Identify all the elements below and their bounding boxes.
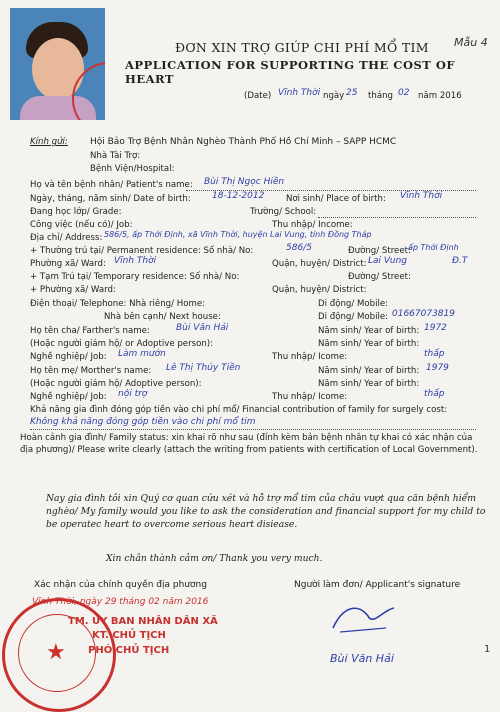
father-income-value: thấp [424,349,445,359]
request-paragraph: Nay gia đình tôi xin Quý cơ quan cứu xét và hỗ trợ mổ tim của cháu vượt qua căn bệnh hiểm nghèo/ My family would you like to ask the consideration and financial support for my child to be operatec heart to overcome serious heart disiease. [46,493,486,530]
province-value: Đ.T [452,256,468,266]
stamp-org1: TM. ỦY BAN NHÂN DÂN XÃ [68,616,218,627]
father-label: Họ tên cha/ Farther's name: [30,326,150,336]
mother-yob-label: Năm sinh/ Year of birth: [318,366,420,376]
ward-value: Vĩnh Thời [114,256,157,266]
pob-value: Vĩnh Thời [400,191,443,201]
page-number: 1 [484,644,491,655]
address-label: Địa chỉ/ Address: [30,233,103,243]
date-nam-label: năm 2016 [418,91,462,101]
mother-label: Họ tên mẹ/ Morther's name: [30,366,152,376]
seal-star-icon: ★ [46,640,66,665]
temporary-label: + Tạm Trú tại/ Temporary residence: Số nhà/ No: [30,272,240,282]
father-yob-value: 1972 [424,323,447,333]
father-job-value: Làm mướn [118,349,166,359]
applicant-name: Bùi Văn Hải [330,652,394,665]
applicant-signature-title: Người làm đơn/ Applicant's signature [294,580,461,590]
mother-value: Lê Thị Thúy Tiền [166,363,241,373]
kinh-gui-label: Kính gửi: [30,137,68,147]
district-label: Quận, huyện/ District: [272,259,367,269]
district-value: Lai Vung [368,256,408,266]
guardian2-yob-label: Năm sinh/ Year of birth: [318,379,420,389]
school-label: Trường/ School: [250,207,317,217]
father-job-label: Nghề nghiệp/ Job: [30,352,107,362]
family-status-paragraph: Hoàn cảnh gia đình/ Family status: xin khai rõ như sau (đính kèm bản bệnh nhân tự khai có xác nhận của địa phương)/ Please write clearly (attach the writing from patients with certification of Local Government). [20,433,478,455]
mother-income-label: Thu nhập/ Icome: [272,392,348,402]
father-value: Bùi Văn Hải [176,323,229,333]
patient-name-label: Họ và tên bệnh nhân/ Patient's name: [30,180,193,190]
grade-label: Đang học lớp/ Grade: [30,207,122,217]
mobile2-value: 01667073819 [392,309,455,319]
mother-job-label: Nghề nghiệp/ Job: [30,392,107,402]
street-label: Đường/ Street: [348,246,411,256]
date-thang-label: tháng [368,91,393,101]
dob-value: 18-12-2012 [212,191,265,201]
date-place: Vĩnh Thời [278,88,321,98]
stamp-org2: KT. CHỦ TỊCH [92,630,166,641]
form-number: Mẫu 4 [454,36,488,49]
job-label: Công việc (nếu có)/ Job: [30,220,133,230]
ward-label: Phường xã/ Ward: [30,259,106,269]
guardian-yob-label: Năm sinh/ Year of birth: [318,339,420,349]
mother-yob-value: 1979 [426,363,449,373]
father-yob-label: Năm sinh/ Year of birth: [318,326,420,336]
date-label: (Date) [244,91,272,101]
mother-income-value: thấp [424,389,445,399]
benh-vien-label: Bệnh Viện/Hospital: [90,164,175,174]
permanent-label: + Thường trú tại/ Permanent residence: Số nhà/ No: [30,246,254,256]
date-ngay-label: ngày [323,91,345,101]
stamp-org3: PHÓ CHỦ TỊCH [88,645,170,656]
temp-district-label: Quận, huyện/ District: [272,285,367,295]
house-number-value: 586/5 [286,243,312,253]
patient-name-value: Bùi Thị Ngọc Hiền [204,177,285,187]
date-month: 02 [398,88,410,98]
hoi-name: Hội Bảo Trợ Bệnh Nhân Nghèo Thành Phố Hồ Chí Minh – SAPP HCMC [90,137,397,147]
contribution-label: Khả năng gia đình đóng góp tiền vào chi phí mổ/ Financial contribution of family for surgely cost: [30,405,448,415]
guardian2-label: (Hoặc người giám hộ/ Adoptive person): [30,379,202,389]
telephone-label: Điện thoại/ Telephone: Nhà riêng/ Home: [30,299,206,309]
applicant-signature-icon [328,598,398,638]
contribution-value: Không khả năng đóng góp tiền vào chi phí mổ tim [30,417,256,427]
father-income-label: Thu nhập/ Icome: [272,352,348,362]
income-label: Thu nhập/ Income: [272,220,353,230]
title-vietnamese: ĐƠN XIN TRỢ GIÚP CHI PHÍ MỔ TIM [175,40,429,55]
mobile2-label: Di động/ Mobile: [318,312,389,322]
temp-ward-label: + Phường xã/ Ward: [30,285,116,295]
mother-job-value: nội trợ [118,389,148,399]
patient-photo [10,8,105,120]
local-confirmation-title: Xác nhận của chính quyền địa phương [34,580,207,590]
dob-label: Ngày, tháng, năm sinh/ Date of birth: [30,194,191,204]
street-value: ấp Thới Định [408,243,459,252]
pob-label: Nơi sinh/ Place of birth: [286,194,386,204]
nha-tai-tro-label: Nhà Tài Trợ: [90,151,141,161]
guardian-label: (Hoặc người giám hộ/ or Adoptive person): [30,339,214,349]
thanks-text: Xin chân thành cảm ơn/ Thank you very much. [106,553,323,564]
next-house-label: Nhà bên cạnh/ Next house: [104,312,221,322]
mobile-label: Di động/ Mobile: [318,299,389,309]
title-english: APPLICATION FOR SUPPORTING THE COST OF HEART [125,58,456,86]
stamp-date-line: Vĩnh Thời, ngày 29 tháng 02 năm 2016 [32,597,209,607]
temp-street-label: Đường/ Street: [348,272,411,282]
date-day: 25 [346,88,358,98]
address-value: 586/5, ấp Thới Định, xã Vĩnh Thời, huyện Lai Vung, tỉnh Đồng Tháp [104,230,372,239]
